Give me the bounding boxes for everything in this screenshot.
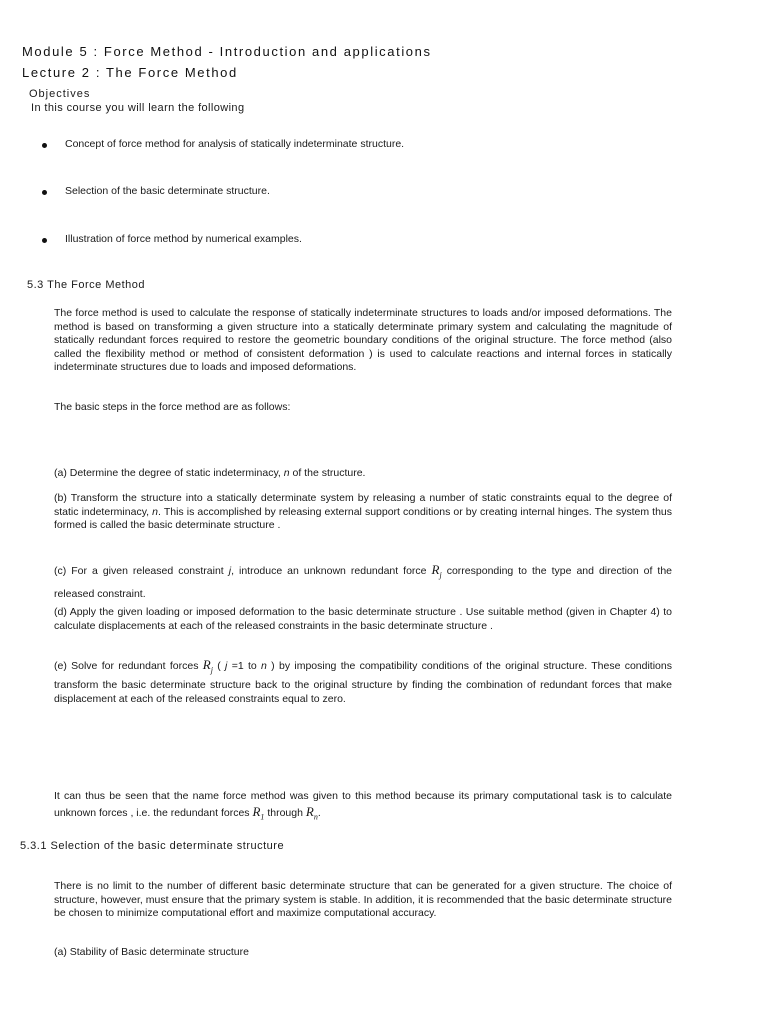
section-heading: 5.3 The Force Method (27, 279, 146, 291)
objectives-intro: In this course you will learn the following (31, 102, 245, 114)
redundant-force-symbol: $R_j$ (431, 562, 442, 580)
bullet-icon (42, 238, 47, 243)
step-e: (e) Solve for redundant forces $R_j$ ( j =1 to n ) by imposing the compatibility conditions of the original structure. These conditions transform the basic determinate structure back to the original structure by finding the combination of redundant forces that make displacement at each of the released constraints equal to zero. (54, 657, 672, 705)
first-redundant-symbol: $R_1$ (252, 804, 265, 822)
steps-intro: The basic steps in the force method are as follows: (54, 401, 291, 413)
bullet-icon (42, 143, 47, 148)
objective-item: Illustration of force method by numerical examples. (65, 233, 302, 245)
step-b: (b) Transform the structure into a statically determinate system by releasing a number of static constraints equal to the degree of static indeterminacy, n. This is accomplished by releasing external support conditions or by creating internal hinges. The system thus formed is called the basic determinate structure . (54, 492, 673, 532)
module-title: Module 5 : Force Method - Introduction and applications (22, 44, 432, 59)
lecture-title: Lecture 2 : The Force Method (22, 65, 238, 80)
objectives-label: Objectives (29, 88, 91, 100)
last-redundant-symbol: $R_n$ (305, 804, 318, 822)
step-d: (d) Apply the given loading or imposed deformation to the basic determinate structure . Use suitable method (given in Chapter 4) to calculate displacements at each of the released constraints in the basic determinate structure . (54, 606, 672, 632)
subsection-heading: 5.3.1 Selection of the basic determinate structure (20, 840, 285, 852)
redundant-force-symbol: $R_j$ (202, 657, 213, 675)
stability-subheading: (a) Stability of Basic determinate structure (54, 946, 249, 958)
subsection-paragraph: There is no limit to the number of different basic determinate structure that can be generated for a given structure. The choice of structure, however, must ensure that the primary system is stable. In addition, it is recommended that the basic determinate structure be chosen to minimize computational effort and maximize computational accuracy. (54, 880, 672, 920)
objective-item: Concept of force method for analysis of statically indeterminate structure. (65, 138, 405, 150)
bullet-icon (42, 190, 47, 195)
objective-item: Selection of the basic determinate structure. (65, 185, 270, 197)
conclusion-paragraph: It can thus be seen that the name force method was given to this method because its primary computational task is to calculate unknown forces , i.e. the redundant forces $R_1$ through $R_n$. (54, 790, 672, 822)
section-intro-paragraph: The force method is used to calculate the response of statically indeterminate structures to loads and/or imposed deformations. The method is based on transforming a given structure into a statically determinate primary system and calculating the magnitude of statically redundant forces required to restore the geometric boundary conditions of the original structure. The force method (also called the flexibility method or method of consistent deformation ) is used to calculate reactions and internal forces in statically indeterminate structures due to loads and imposed deformations. (54, 307, 672, 374)
step-a: (a) Determine the degree of static indeterminacy, n of the structure. (54, 467, 366, 479)
step-c: (c) For a given released constraint j, introduce an unknown redundant force $R_j$ corresponding to the type and direction of the released constraint. (54, 562, 673, 600)
